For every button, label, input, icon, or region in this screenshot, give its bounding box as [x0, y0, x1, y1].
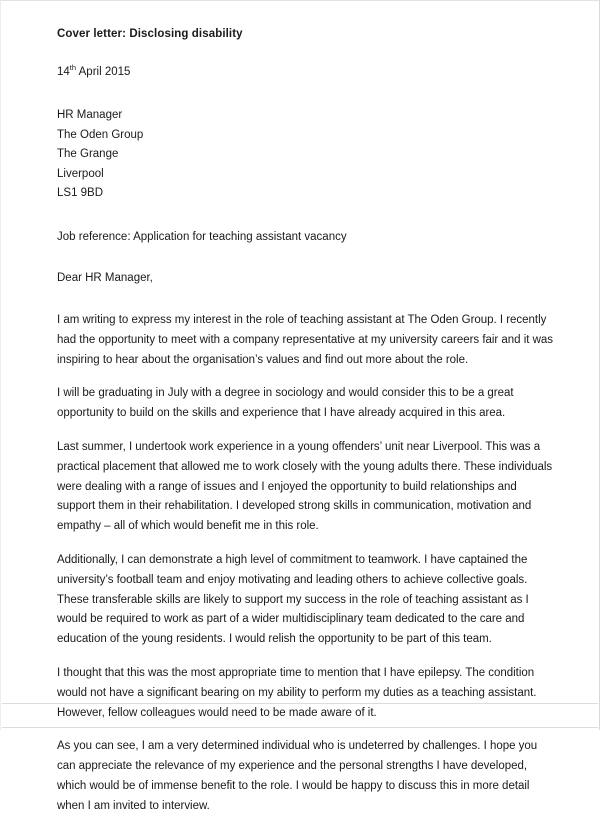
address-line: The Grange: [57, 148, 119, 161]
body-paragraph: I thought that this was the most appropriate time to mention that I have epilepsy. The condition would not have a significant bearing on my ability to perform my duties as a teaching assistant. However, fellow colleagues would need to be made aware of it.: [57, 666, 537, 719]
job-reference-line: Job reference: Application for teaching assistant vacancy: [57, 230, 347, 243]
address-line: Liverpool: [57, 167, 104, 180]
date-ordinal-suffix: th: [69, 63, 77, 73]
salutation-line: Dear HR Manager,: [57, 271, 153, 284]
date-month-year: April 2015: [78, 66, 131, 78]
address-line: The Oden Group: [57, 128, 144, 141]
page-divider-upper: [2, 703, 598, 704]
date-day-number: 14: [57, 66, 70, 78]
address-line: HR Manager: [57, 109, 123, 121]
recipient-address-block: [57, 106, 554, 204]
page-title: Cover letter: Disclosing disability: [57, 28, 243, 40]
body-paragraph: Additionally, I can demonstrate a high level of commitment to teamwork. I have captained the university’s football team and enjoy motivating and leading others to achieve collective goals. These transferable skills are likely to support my success in the role of teaching assistant as I would be required to work as part of a wider multidisciplinary team dedicated to the care and education of the young residents. I would relish the opportunity to be part of this team.: [57, 553, 529, 646]
body-paragraph: Last summer, I undertook work experience in a young offenders’ unit near Liverpool. This was a practical placement that allowed me to work closely with the young adults there. These individuals were dealing with a range of issues and I enjoyed the opportunity to build relationships and support them in their rehabilitation. I developed strong skills in communication, motivation and empathy – all of which would benefit me in this role.: [57, 440, 553, 533]
letter-date: [57, 65, 554, 80]
body-paragraph: I will be graduating in July with a degree in sociology and would consider this to be a great opportunity to build on the skills and experience that I have already acquired in this area.: [57, 387, 514, 420]
body-paragraph: As you can see, I am a very determined individual who is undeterred by challenges. I hope you can appreciate the relevance of my experience and the personal strengths I have developed, which would be of immense benefit to the role. I would be happy to discuss this in more detail when I am invited to interview.: [57, 740, 538, 812]
body-paragraph: I am writing to express my interest in the role of teaching assistant at The Oden Group. I recently had the opportunity to meet with a company representative at my university careers fair and it was inspiring to hear about the organisation’s values and find out more about the role.: [57, 313, 553, 366]
page-divider-lower: [2, 727, 598, 728]
address-line: LS1 9BD: [57, 187, 104, 200]
